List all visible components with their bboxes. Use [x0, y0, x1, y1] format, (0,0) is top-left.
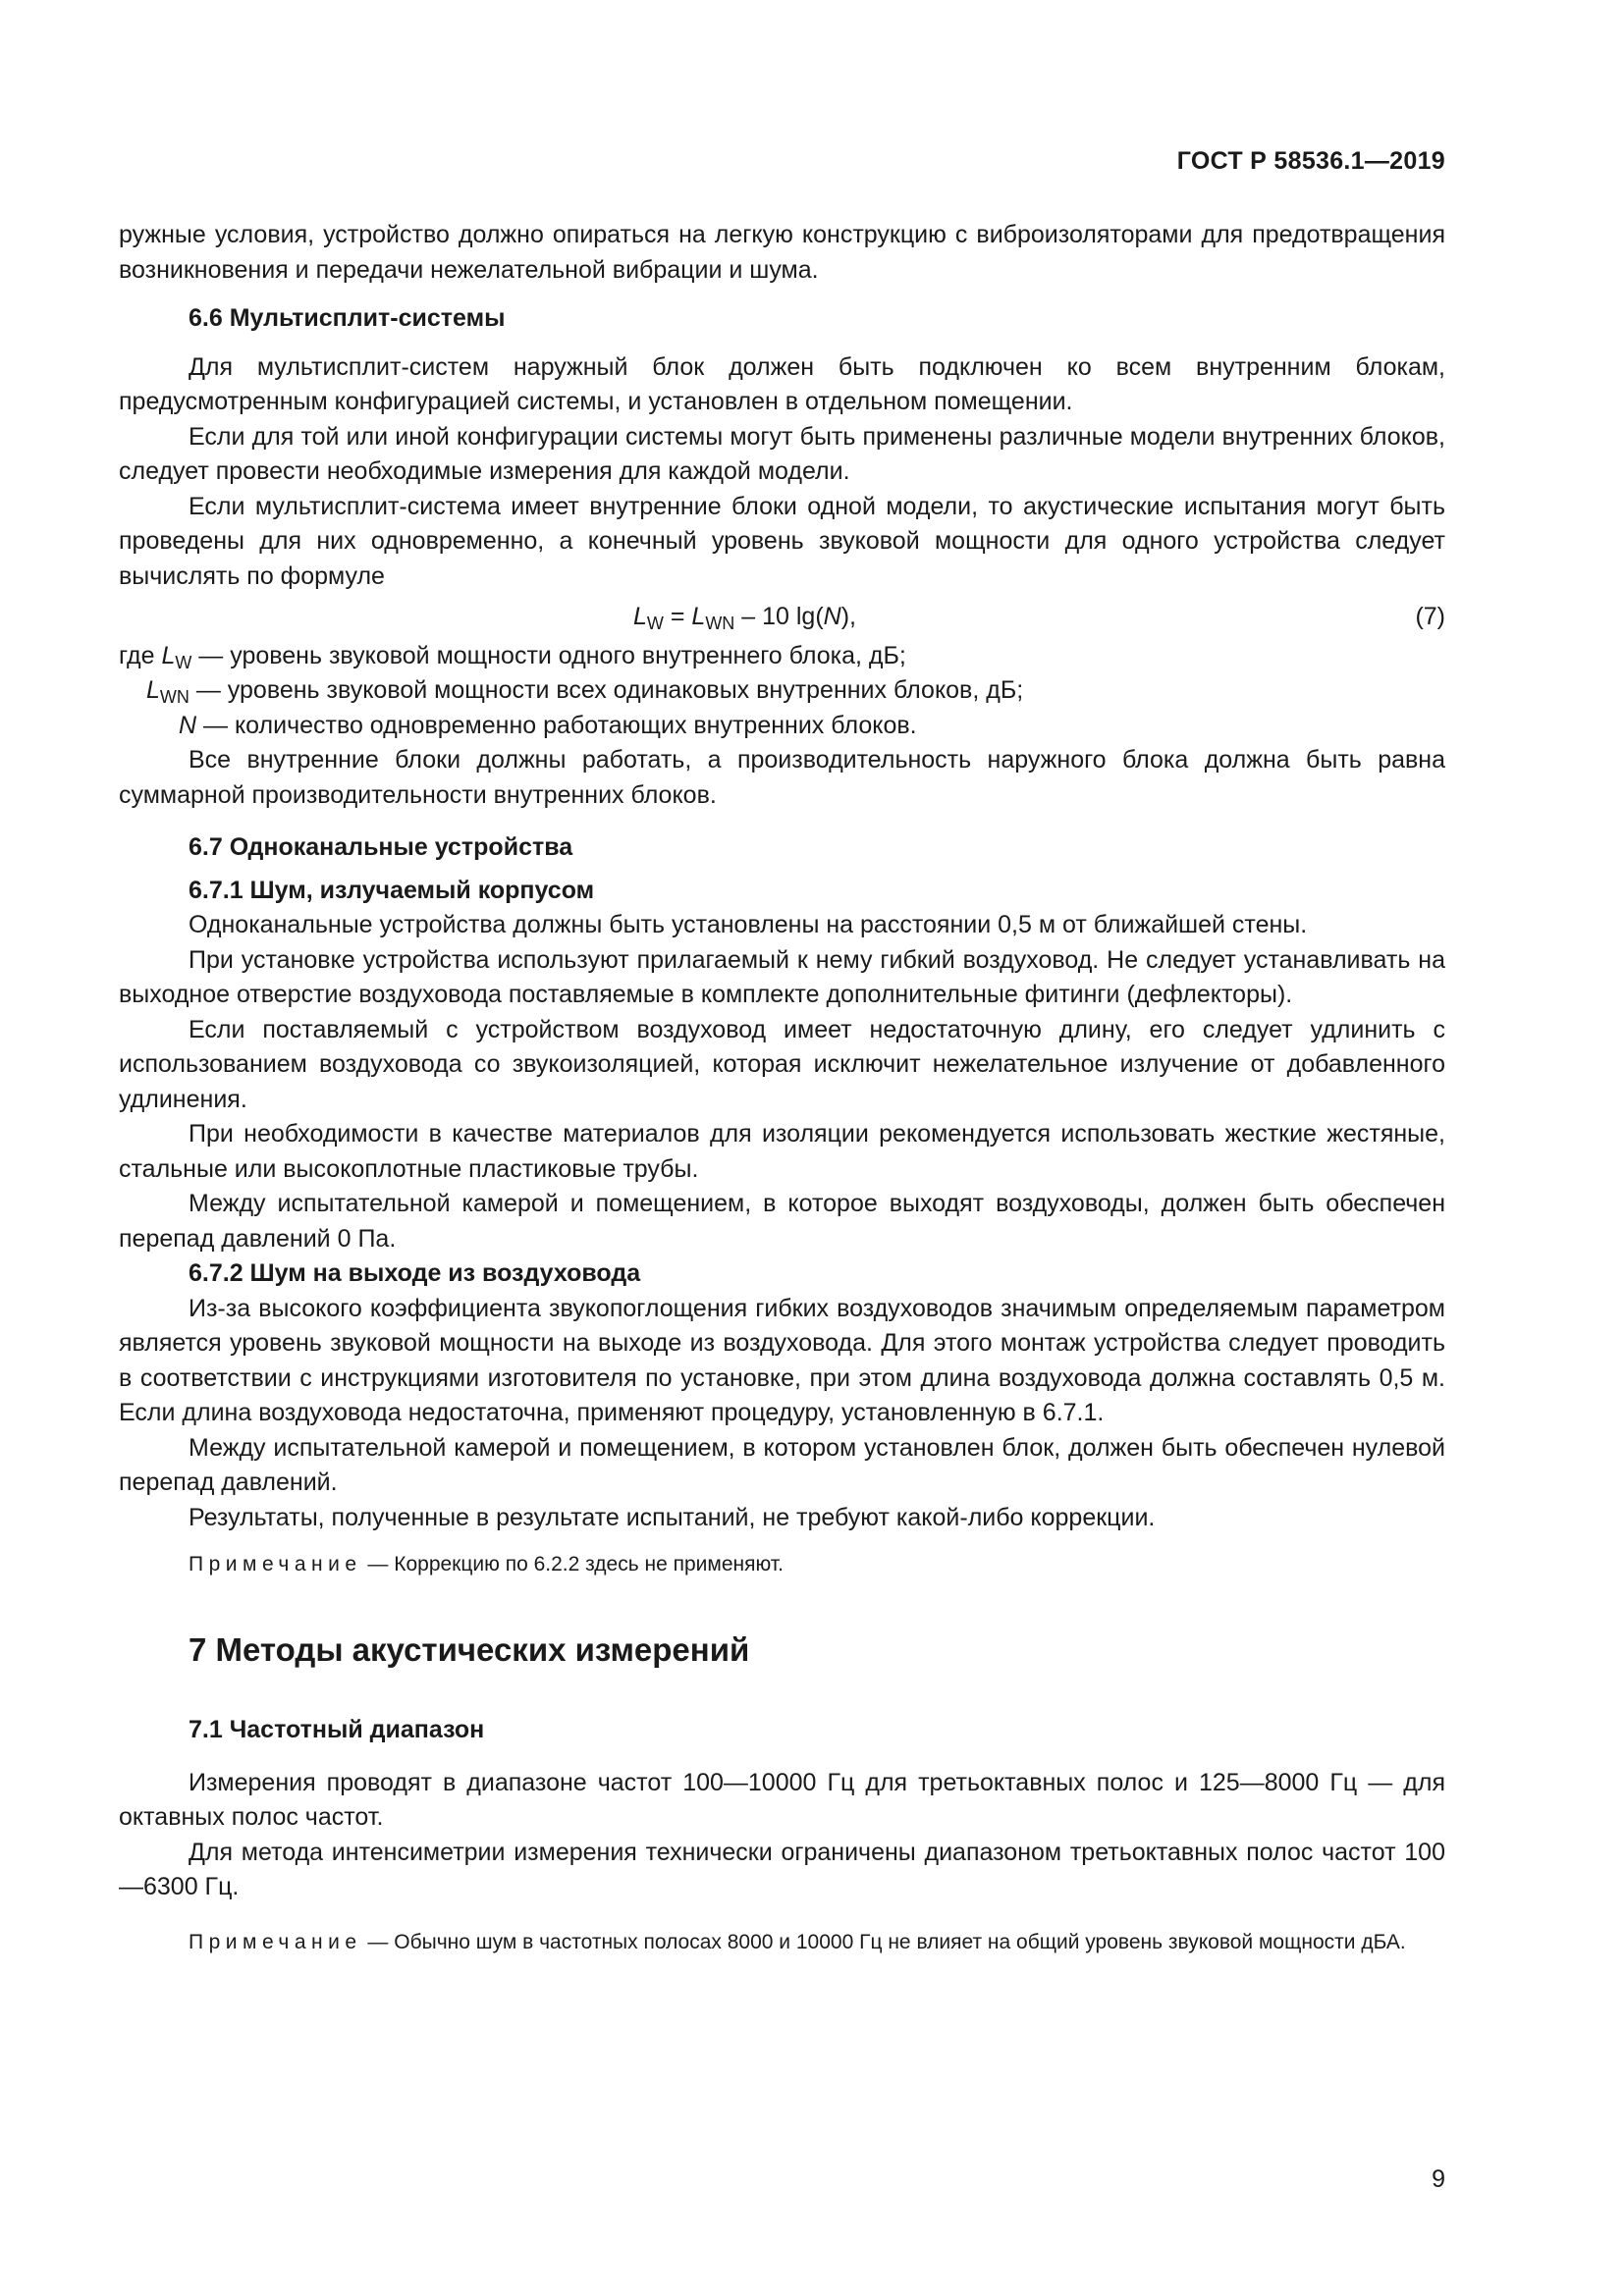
- where-item: где $L_W$ — уровень звуковой мощности одного внутреннего блока, дБ;: [119, 641, 906, 672]
- paragraph: При установке устройства используют прилагаемый к нему гибкий воздуховод. Не следует устанавливать на выходное отверстие воздуховода поставляемые в комплекте дополнительные фитинги (дефлекторы).: [119, 945, 1445, 1008]
- heading-section-7: 7 Методы акустических измерений: [189, 1631, 750, 1668]
- heading-6-6: 6.6 Мультисплит-системы: [189, 304, 506, 332]
- paragraph: Между испытательной камерой и помещением, в котором установлен блок, должен быть обеспечен нулевой перепад давлений.: [119, 1433, 1445, 1496]
- paragraph: Одноканальные устройства должны быть установлены на расстоянии 0,5 м от ближайшей стены.: [189, 911, 1308, 938]
- note-label: Примечание: [189, 1553, 362, 1575]
- heading-6-7-2: 6.7.2 Шум на выходе из воздуховода: [189, 1259, 641, 1287]
- paragraph: Для метода интенсиметрии измерения технически ограничены диапазоном третьоктавных полос частот 100—6300 Гц.: [119, 1838, 1445, 1900]
- note: [119, 1927, 1445, 1957]
- note-text: — Обычно шум в частотных полосах 8000 и 10000 Гц не влияет на общий уровень звуковой мощности дБА.: [361, 1930, 1406, 1953]
- paragraph: При необходимости в качестве материалов для изоляции рекомендуется использовать жесткие жестяные, стальные или высокоплотные пластиковые трубы.: [119, 1120, 1445, 1183]
- paragraph: Из-за высокого коэффициента звукопоглощения гибких воздуховодов значимым определяемым параметром является уровень звуковой мощности на выходе из воздуховода. Для этого монтаж устройства следует проводить в соответствии с инструкциями изготовителя по установке, при этом длина воздуховода должна составлять 0,5 м. Если длина воздуховода недостаточна, применяют процедуру, установленную в 6.7.1.: [119, 1294, 1445, 1426]
- paragraph: Между испытательной камерой и помещением, в которое выходят воздуховоды, должен быть обеспечен перепад давлений 0 Па.: [119, 1190, 1445, 1253]
- formula-expression: $L_W = L_{WN} - 10$ lg(N),: [633, 603, 856, 633]
- note-label: Примечание: [189, 1930, 362, 1953]
- where-item: $L_{WN}$ — уровень звуковой мощности всех одинаковых внутренних блоков, дБ;: [146, 676, 1024, 707]
- heading-7-1: 7.1 Частотный диапазон: [189, 1716, 485, 1743]
- paragraph: Измерения проводят в диапазоне частот 100—10000 Гц для третьоктавных полос и 125—8000 Гц — для октавных полос частот.: [119, 1768, 1445, 1831]
- document-header: ГОСТ Р 58536.1—2019: [1176, 147, 1445, 175]
- paragraph: Если для той или иной конфигурации системы могут быть применены различные модели внутренних блоков, следует провести необходимые измерения для каждой модели.: [119, 422, 1445, 485]
- where-item: N — количество одновременно работающих внутренних блоков.: [179, 711, 917, 739]
- paragraph: Если поставляемый с устройством воздуховод имеет недостаточную длину, его следует удлинить с использованием воздуховода со звукоизоляцией, которая исключит нежелательное излучение от добавленного удлинения.: [119, 1015, 1445, 1113]
- document-body: [119, 218, 1445, 1957]
- paragraph: Для мультисплит-систем наружный блок должен быть подключен ко всем внутренним блокам, предусмотренным конфигурацией системы, и установлен в отдельном помещении.: [119, 352, 1445, 415]
- paragraph: Все внутренние блоки должны работать, а производительность наружного блока должна быть равна суммарной производительности внутренних блоков.: [119, 746, 1445, 809]
- formula-7: [119, 600, 1445, 635]
- intro-paragraph: ружные условия, устройство должно опираться на легкую конструкцию с виброизоляторами для предотвращения возникновения и передачи нежелательной вибрации и шума.: [119, 221, 1445, 284]
- page-number: 9: [1432, 2165, 1445, 2193]
- formula-number: (7): [1415, 603, 1445, 630]
- note: [119, 1549, 1445, 1579]
- note-text: — Коррекцию по 6.2.2 здесь не применяют.: [361, 1553, 784, 1575]
- paragraph: Если мультисплит-система имеет внутренние блоки одной модели, то акустические испытания могут быть проведены для них одновременно, а конечный уровень звуковой мощности для одного устройства следует вычислять по формуле: [119, 492, 1445, 590]
- paragraph: Результаты, полученные в результате испытаний, не требуют какой-либо коррекции.: [189, 1503, 1156, 1531]
- heading-6-7-1: 6.7.1 Шум, излучаемый корпусом: [189, 876, 595, 904]
- heading-6-7: 6.7 Одноканальные устройства: [189, 833, 573, 861]
